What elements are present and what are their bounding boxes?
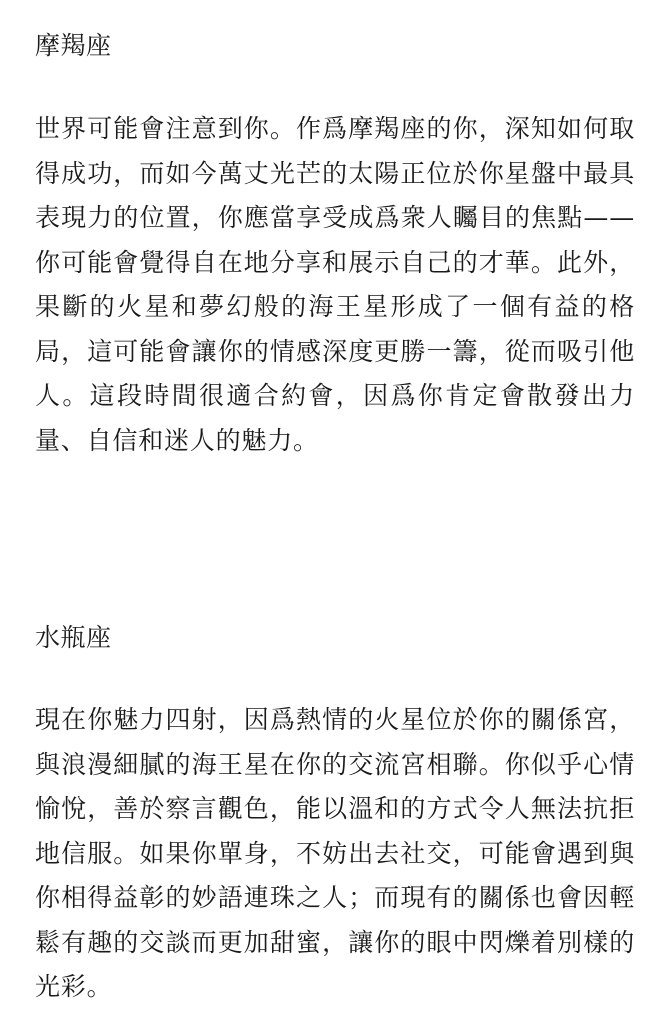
aquarius-heading: 水瓶座	[35, 623, 112, 652]
capricorn-paragraph: 世界可能會注意到你。作爲摩羯座的你，深知如何取得成功，而如今萬丈光芒的太陽正位於你星盤中最具表現力的位置，你應當享受成爲衆人矚目的焦點——你可能會覺得自在地分享和展示自己的才華。此外，果斷的火星和夢幻般的海王星形成了一個有益的格局，這可能會讓你的情感深度更勝一籌，從而吸引他人。這段時間很適合約會，因爲你肯定會散發出力量、自信和迷人的魅力。	[35, 114, 635, 455]
capricorn-heading: 摩羯座	[35, 31, 112, 60]
aquarius-paragraph: 現在你魅力四射，因爲熱情的火星位於你的關係宮，與浪漫細膩的海王星在你的交流宮相聯。你似乎心情愉悅，善於察言觀色，能以溫和的方式令人無法抗拒地信服。如果你單身，不妨出去社交，可能會遇到與你相得益彰的妙語連珠之人；而現有的關係也會因輕鬆有趣的交談而更加甜蜜，讓你的眼中閃爍着別樣的光彩。	[35, 705, 635, 1001]
